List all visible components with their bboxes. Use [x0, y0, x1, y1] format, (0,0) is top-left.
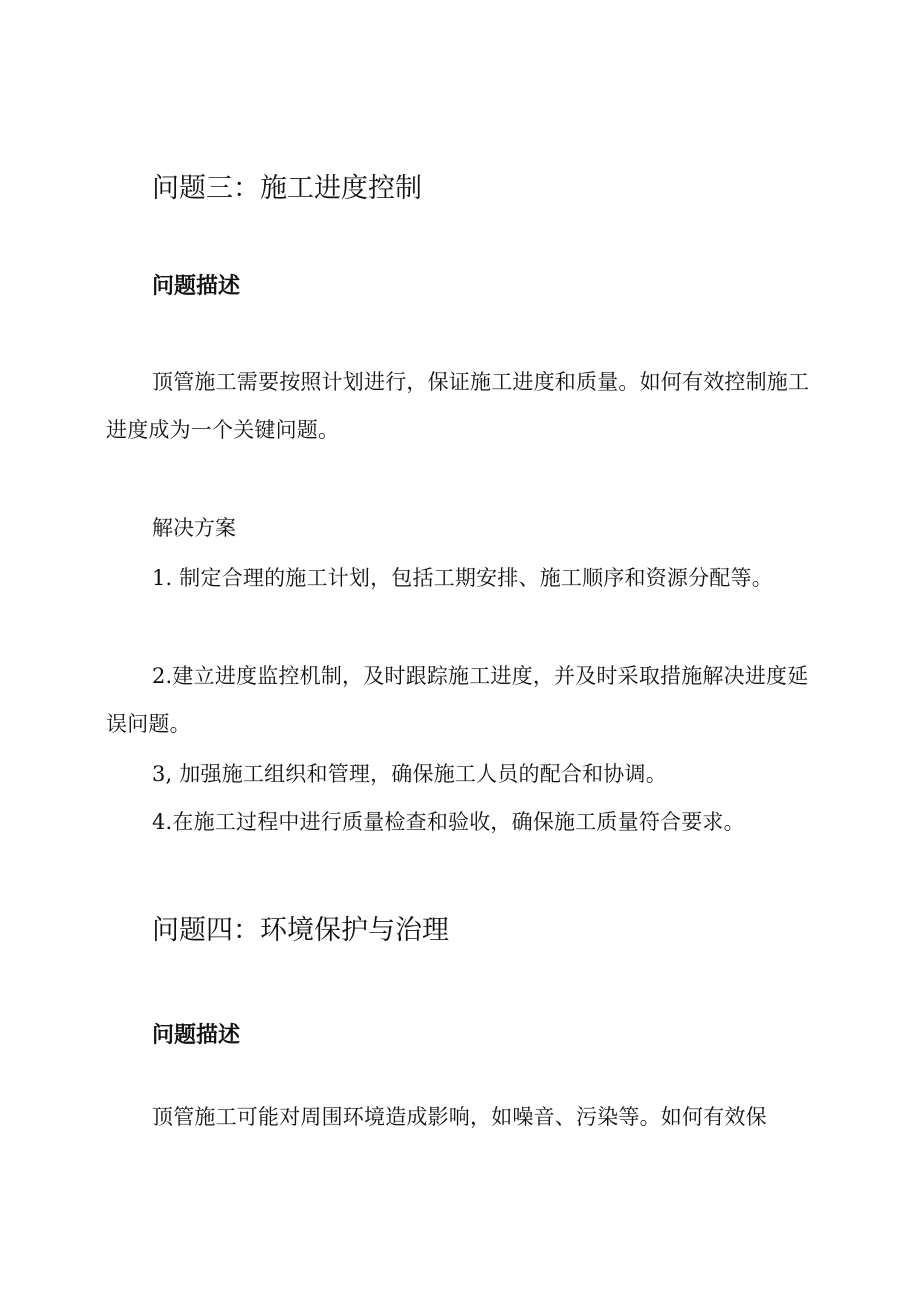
section3-solution-item-1: 1. 制定合理的施工计划，包括工期安排、施工顺序和资源分配等。	[152, 566, 773, 590]
section3-description-heading: 问题描述	[152, 274, 241, 299]
section4-title: 问题四：环境保护与治理	[152, 915, 449, 946]
section4-description-heading: 问题描述	[152, 1023, 241, 1048]
section3-description-text: 顶管施工需要按照计划进行，保证施工进度和质量。如何有效控制施工进度成为一个关键问题。	[106, 370, 810, 442]
section3-solution-item-4: 4.在施工过程中进行质量检查和验收，确保施工质量符合要求。	[152, 810, 745, 834]
section3-solution-item-3: 3, 加强施工组织和管理，确保施工人员的配合和协调。	[152, 762, 667, 786]
section3-title: 问题三：施工进度控制	[152, 173, 422, 204]
section3-solution-heading: 解决方案	[152, 516, 236, 540]
section3-solution-item-2: 2.建立进度监控机制，及时跟踪施工进度，并及时采取措施解决进度延误问题。	[106, 664, 809, 736]
section4-description-text: 顶管施工可能对周围环境造成影响，如噪音、污染等。如何有效保	[152, 1105, 767, 1129]
